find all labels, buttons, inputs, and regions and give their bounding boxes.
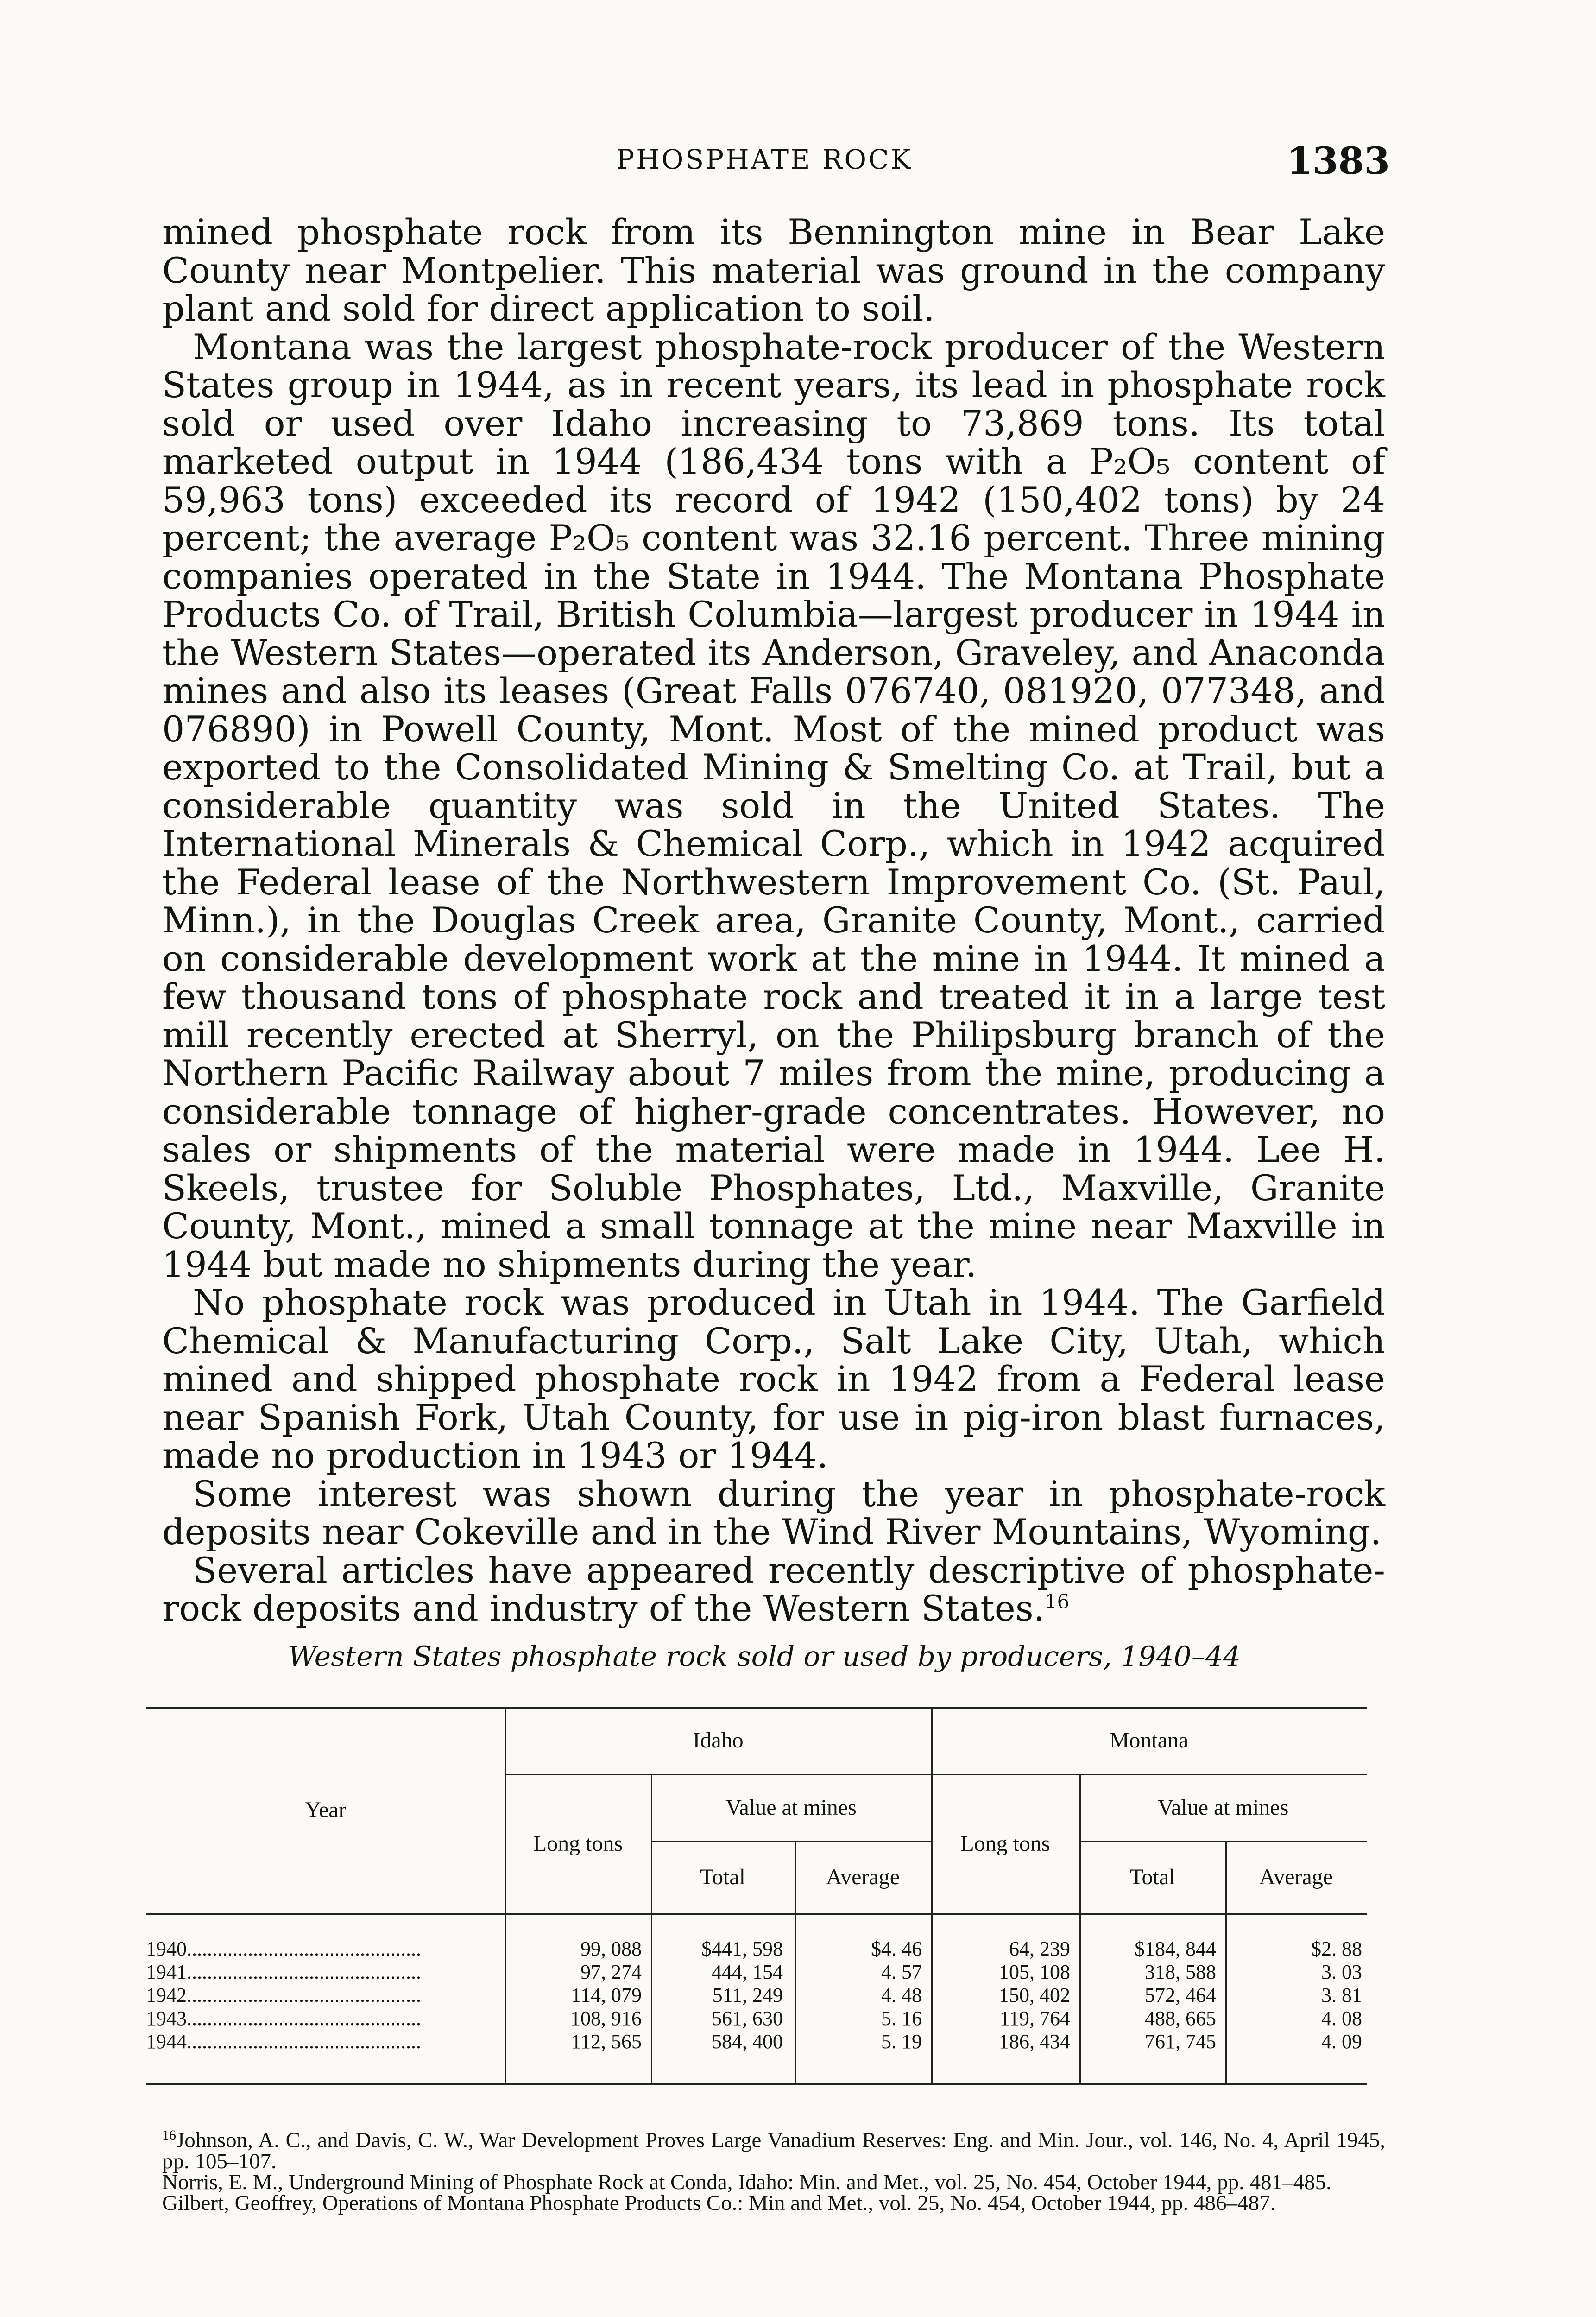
paragraph: Some interest was shown during the year in phosphate-rock deposits near Cokeville and in the Wind River Mountains, Wyoming. [162, 1473, 1385, 1552]
table-caption: Western States phosphate rock sold or used by producers, 1940–44 [288, 1640, 1241, 1673]
idaho-tons-cell: 112, 565 [571, 2030, 642, 2053]
idaho-tons-cell: 114, 079 [571, 1984, 642, 2007]
year-value: 1942 [146, 1984, 187, 2007]
running-title: PHOSPHATE ROCK [616, 144, 913, 175]
idaho-total-cell: 561, 630 [712, 2007, 783, 2030]
footnote: Gilbert, Geoffrey, Operations of Montana Phosphate Products Co.: Min and Met., vol. 25, No. 454, October 1944, pp. 486–487. [162, 2190, 1276, 2215]
page-header [139, 139, 1390, 190]
montana-total-cell: 318, 588 [1145, 1961, 1216, 1983]
montana-tons-cell: 64, 239 [1009, 1937, 1070, 1960]
paragraph: No phosphate rock was produced in Utah in 1944. The Garfield Chemical & Manufacturing Corp., Salt Lake City, Utah, which mined and shipped phosphate rock in 1942 from a Federal lease near Spanish Fork, Utah County, for use in pig-iron blast furnaces, made no production in 1943 or 1944. [162, 1282, 1385, 1476]
header-bottom-rule [146, 1913, 1367, 1915]
paragraph-text: Several articles have appeared recently descriptive of phosphate-rock deposits and industry of the Western States. [162, 1549, 1385, 1629]
table-row [146, 1961, 1367, 1984]
idaho-total-cell: $441, 598 [701, 1937, 783, 1960]
montana-average-cell: 4. 08 [1321, 2007, 1362, 2030]
header-idaho-long-tons: Long tons [533, 1831, 623, 1856]
header-montana-average: Average [1259, 1865, 1333, 1889]
footnote [162, 2125, 1385, 2172]
montana-tons-cell: 150, 402 [999, 1984, 1070, 2007]
footnote-text: Johnson, A. C., and Davis, C. W., War Development Proves Large Vanadium Reserves: Eng. and Min. Jour., vol. 146, No. 4, April 1945, pp. 105–107. [162, 2128, 1385, 2173]
year-cell: 1941.............................................. [146, 1961, 421, 1983]
footnote: Norris, E. M., Underground Mining of Phosphate Rock at Conda, Idaho: Min. and Met., vol. 25, No. 454, October 1944, pp. 481–485. [162, 2170, 1331, 2194]
header-montana-total: Total [1129, 1865, 1175, 1889]
montana-tons-cell: 186, 434 [999, 2030, 1070, 2053]
year-cell: 1940.............................................. [146, 1937, 421, 1960]
montana-average-cell: 3. 81 [1321, 1984, 1362, 2007]
year-value: 1943 [146, 2007, 187, 2030]
montana-average-cell: $2. 88 [1311, 1937, 1362, 1960]
table-row [146, 2007, 1367, 2030]
footnotes [162, 2125, 1385, 2214]
table-row [146, 2030, 1367, 2053]
body-text [162, 213, 1385, 1628]
idaho-tons-cell: 97, 274 [580, 1961, 642, 1983]
year-value: 1944 [146, 2030, 187, 2053]
header-year: Year [305, 1798, 346, 1822]
header-idaho-total: Total [700, 1865, 745, 1889]
idaho-tons-cell: 99, 088 [580, 1937, 642, 1960]
montana-average-cell: 4. 09 [1321, 2030, 1362, 2053]
montana-average-cell: 3. 03 [1321, 1961, 1362, 1983]
year-cell: 1944.............................................. [146, 2030, 421, 2053]
idaho-average-cell: $4. 46 [871, 1937, 922, 1960]
year-value: 1941 [146, 1961, 187, 1983]
header-montana-long-tons: Long tons [960, 1831, 1050, 1856]
header-montana: Montana [1109, 1728, 1189, 1753]
table-row [146, 1984, 1367, 2007]
table-bottom-rule [146, 2083, 1367, 2085]
header-montana-value: Value at mines [1157, 1795, 1289, 1820]
idaho-total-cell: 444, 154 [712, 1961, 783, 1983]
paragraph [162, 1551, 1385, 1628]
montana-tons-cell: 119, 764 [999, 2007, 1070, 2030]
year-cell: 1942.............................................. [146, 1984, 421, 2007]
year-cell: 1943.............................................. [146, 2007, 421, 2030]
idaho-total-cell: 584, 400 [712, 2030, 783, 2053]
idaho-average-cell: 4. 57 [881, 1961, 922, 1983]
footnote-reference: 16 [1044, 1590, 1070, 1613]
idaho-average-cell: 5. 16 [881, 2007, 922, 2030]
paragraph: Montana was the largest phosphate-rock producer of the Western States group in 1944, as in recent years, its lead in phosphate rock sold or used over Idaho increasing to 73,869 tons. Its total marketed output in 1944 (186,434 tons with a P₂O₅ content of 59,963 tons) exceeded its record of 1942 (150,402 tons) by 24 percent; the average P₂O₅ content was 32.16 percent. Three mining companies operated in the State in 1944. The Montana Phosphate Products Co. of Trail, British Columbia—largest producer in 1944 in the Western States—operated its Anderson, Graveley, and Anaconda mines and also its leases (Great Falls 076740, 081920, 077348, and 076890) in Powell County, Mont. Most of the mined product was exported to the Consolidated Mining & Smelting Co. at Trail, but a considerable quantity was sold in the United States. The International Minerals & Chemical Corp., which in 1942 acquired the Federal lease of the Northwestern Improvement Co. (St. Paul, Minn.), in the Douglas Creek area, Granite County, Mont., carried on considerable development work at the mine in 1944. It mined a few thousand tons of phosphate rock and treated it in a large test mill recently erected at Sherryl, on the Philipsburg branch of the Northern Pacific Railway about 7 miles from the mine, producing a considerable tonnage of higher-grade concentrates. However, no sales or shipments of the material were made in 1944. Lee H. Skeels, trustee for Soluble Phosphates, Ltd., Maxville, Granite County, Mont., mined a small tonnage at the mine near Maxville in 1944 but made no shipments during the year. [162, 326, 1385, 1285]
table-row [146, 1937, 1367, 1961]
montana-total-cell: 761, 745 [1145, 2030, 1216, 2053]
header-idaho-value: Value at mines [725, 1795, 857, 1820]
idaho-average-cell: 4. 48 [881, 1984, 922, 2007]
header-idaho-average: Average [826, 1865, 900, 1889]
data-table [146, 1707, 1367, 2094]
montana-total-cell: $184, 844 [1135, 1937, 1216, 1960]
idaho-tons-cell: 108, 916 [570, 2007, 642, 2030]
header-idaho: Idaho [693, 1728, 744, 1753]
idaho-average-cell: 5. 19 [881, 2030, 922, 2053]
year-value: 1940 [146, 1937, 187, 1960]
idaho-total-cell: 511, 249 [712, 1984, 783, 2007]
footnote-marker: 16 [162, 2127, 176, 2143]
montana-total-cell: 572, 464 [1145, 1984, 1216, 2007]
page-number: 1383 [1287, 139, 1390, 183]
paragraph: mined phosphate rock from its Bennington mine in Bear Lake County near Montpelier. This material was ground in the company plant and sold for direct application to soil. [162, 211, 1385, 329]
montana-total-cell: 488, 665 [1145, 2007, 1216, 2030]
montana-tons-cell: 105, 108 [999, 1961, 1070, 1983]
